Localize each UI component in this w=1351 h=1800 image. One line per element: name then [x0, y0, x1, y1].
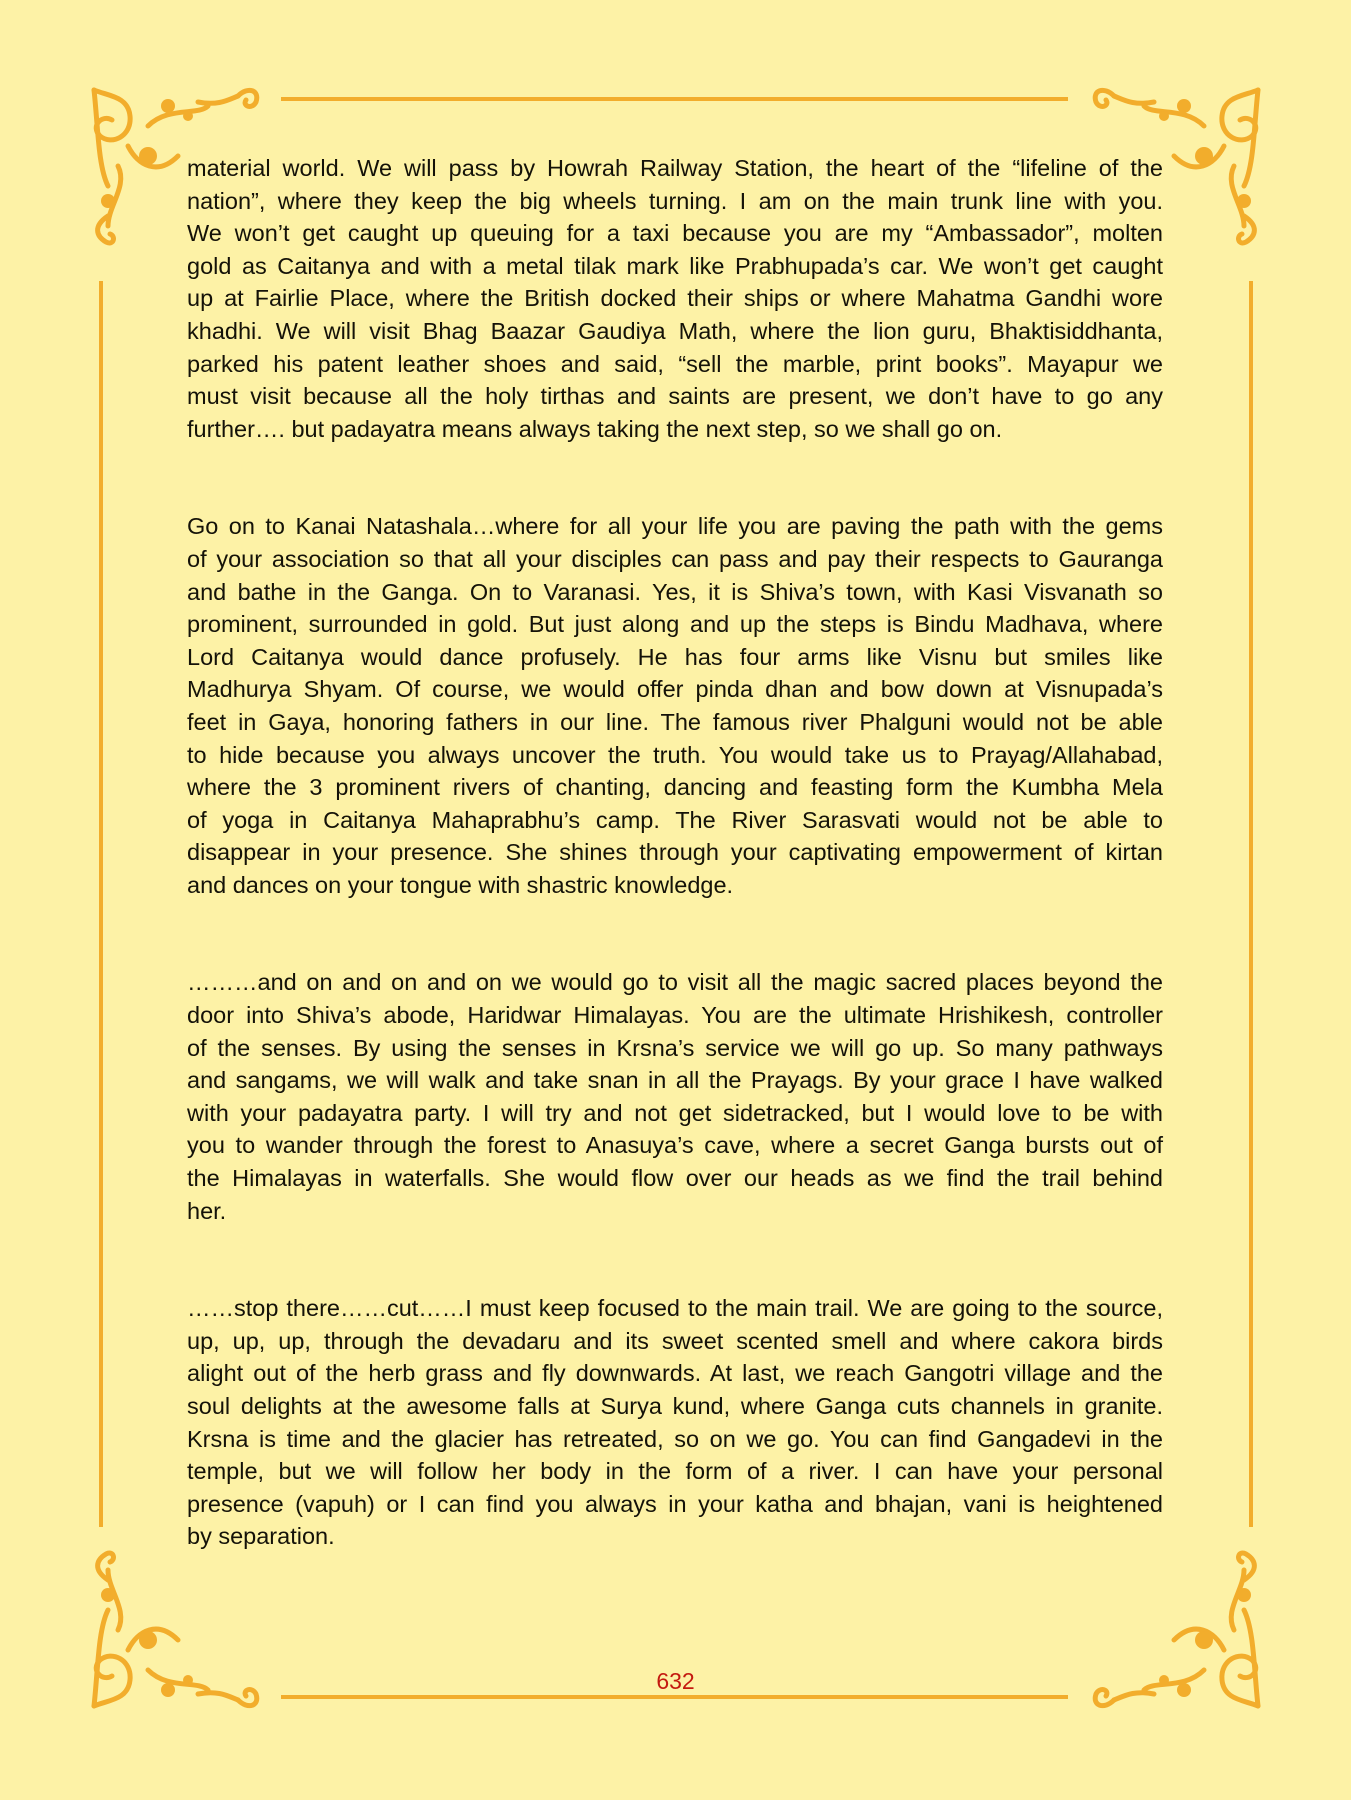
paragraph — [187, 1292, 1163, 1553]
text-line: and dances on your tongue with shastric knowledge. — [187, 871, 734, 898]
text-line: must visit because all the holy tirthas and saints are present, we don’t have to go any — [187, 383, 1163, 410]
text-line: parked his patent leather shoes and said, “sell the marble, print books”. Mayapur we — [187, 350, 1163, 377]
paragraph — [187, 152, 1163, 445]
page-number: 632 — [656, 1668, 695, 1694]
text-line: with your padayatra party. I will try and not get sidetracked, but I would love to be with — [187, 1099, 1163, 1126]
text-line: feet in Gaya, honoring fathers in our line. The famous river Phalguni would not be able — [187, 708, 1163, 735]
text-line: you to wander through the forest to Anasuya’s cave, where a secret Ganga bursts out of — [187, 1132, 1163, 1159]
text-line: gold as Caitanya and with a metal tilak mark like Prabhupada’s car. We won’t get caught — [187, 252, 1163, 279]
text-line: of yoga in Caitanya Mahaprabhu’s camp. The River Sarasvati would not be able to — [187, 806, 1163, 833]
text-line: nation”, where they keep the big wheels turning. I am on the main trunk line with you. — [187, 187, 1163, 214]
text-line: her. — [187, 1197, 227, 1224]
border-right-line — [1249, 281, 1253, 1527]
text-line: Go on to Kanai Natashala…where for all your life you are paving the path with the gems — [187, 513, 1163, 540]
text-line: soul delights at the awesome falls at Surya kund, where Ganga cuts channels in granite. — [187, 1393, 1163, 1419]
text-line: material world. We will pass by Howrah Railway Station, the heart of the “lifeline of the — [187, 155, 1163, 181]
text-line: temple, but we will follow her body in the form of a river. I can have your personal — [187, 1458, 1163, 1485]
paragraph — [187, 510, 1163, 901]
text-line: of the senses. By using the senses in Krsna’s service we will go up. So many pathways — [187, 1034, 1163, 1061]
text-line: Krsna is time and the glacier has retreated, so on we go. You can find Gangadevi in the — [187, 1425, 1163, 1452]
border-left-line — [99, 281, 103, 1527]
text-line: ………and on and on and on we would go to visit all the magic sacred places beyond the — [187, 969, 1163, 996]
text-line: We won’t get caught up queuing for a taxi because you are my “Ambassador”, molten — [187, 220, 1163, 247]
text-line: khadhi. We will visit Bhag Baazar Gaudiya Math, where the lion guru, Bhaktisiddhanta, — [187, 317, 1163, 344]
text-line: to hide because you always uncover the truth. You would take us to Prayag/Allahabad, — [187, 741, 1163, 768]
text-line: and bathe in the Ganga. On to Varanasi. Yes, it is Shiva’s town, with Kasi Visvanath so — [187, 578, 1163, 605]
text-line: prominent, surrounded in gold. But just along and up the steps is Bindu Madhava, where — [187, 611, 1163, 638]
text-line: where the 3 prominent rivers of chanting, dancing and feasting form the Kumbha Mela — [187, 774, 1163, 801]
text-line: and sangams, we will walk and take snan in all the Prayags. By your grace I have walked — [187, 1067, 1163, 1094]
text-line: the Himalayas in waterfalls. She would flow over our heads as we find the trail behind — [187, 1165, 1163, 1192]
border-bottom-line — [281, 1695, 1068, 1699]
paragraph — [187, 966, 1163, 1227]
text-line: alight out of the herb grass and fly downwards. At last, we reach Gangotri village and the — [187, 1360, 1163, 1387]
text-line: up, up, up, through the devadaru and its sweet scented smell and where cakora birds — [187, 1327, 1163, 1354]
text-line: disappear in your presence. She shines through your captivating empowerment of kirtan — [187, 839, 1163, 866]
text-line: up at Fairlie Place, where the British docked their ships or where Mahatma Gandhi wore — [187, 285, 1163, 312]
text-line: further…. but padayatra means always taking the next step, so we shall go on. — [187, 415, 1003, 442]
text-line: Madhurya Shyam. Of course, we would offer pinda dhan and bow down at Visnupada’s — [187, 676, 1163, 703]
page-body-text — [187, 152, 1163, 1618]
border-top-line — [281, 97, 1068, 101]
text-line: ……stop there……cut……I must keep focused to the main trail. We are going to the source, — [187, 1295, 1163, 1322]
text-line: Lord Caitanya would dance profusely. He has four arms like Visnu but smiles like — [187, 643, 1163, 670]
text-line: door into Shiva’s abode, Haridwar Himalayas. You are the ultimate Hrishikesh, controller — [187, 1002, 1163, 1029]
text-line: by separation. — [187, 1523, 335, 1550]
text-line: presence (vapuh) or I can find you always in your katha and bhajan, vani is heightened — [187, 1490, 1163, 1517]
text-line: of your association so that all your disciples can pass and pay their respects to Gauranga — [187, 545, 1163, 572]
